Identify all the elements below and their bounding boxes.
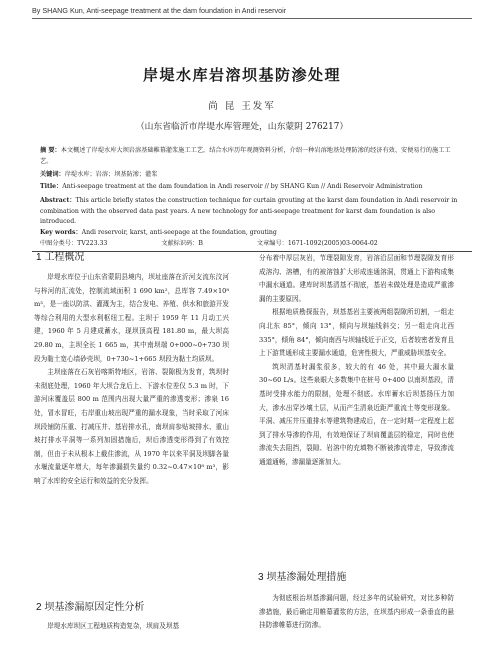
keywords-cn-label: 关键词： bbox=[40, 171, 65, 178]
abstract-en bbox=[40, 196, 458, 228]
keywords-cn bbox=[40, 170, 458, 181]
title-en-text: Anti-seepage treatment at the dam foundation in Andi reservoir // by SHANG Kun // Andi Reservoir Administration bbox=[62, 183, 423, 190]
affiliation: （山东省临沂市岸堤水库管理处，山东蒙阴 276217） bbox=[135, 122, 349, 132]
section-1-paragraph: 主坝座落在石灰岩喀斯特地区，岩溶、裂隙极为发育，筑坝时未彻底处理，1960 年大坝合龙后上、下游水位差仅 5.3 m 时，下游河床覆盖层 800 m 范围内出现大量严重的渗透变形；渗泉 16 处，冒水冒旺，右岸重山坡出现严重的漏水现象，当时采取了河床坝段铺防压重、打减压井、基岩排水孔，南坝肩参贴坡排水、重山坡打排水平洞等一系列加固措施后，坝后渗透变形得到了有效控制，但由于未从根本上截住渗流，从 1970 年以来平洞及坝脚各量水堰流量逐年增大，每年渗漏损失量约 0.32~0.47×10⁸ m³，影响了水库的安全运行和效益的充分发挥。 bbox=[34, 368, 229, 485]
abstract-cn bbox=[40, 146, 458, 167]
abstract-en-text: This article briefly states the construction technique for curtain grouting at the karst dam foundation in Andi reservoir in combination with the observed data past years. A new technology for anti-seepage treatment for karst dam foundation is also introduced. bbox=[40, 197, 458, 226]
section-2-paragraph: 岸堤水库坝区工程地质构造复杂，坝肩及坝基 bbox=[47, 622, 180, 630]
document-code: 文献标识码：B bbox=[161, 240, 203, 247]
running-head: By SHANG Kun, Anti-seepage treatment at the dam foundation in Andi reservoir bbox=[32, 6, 472, 19]
keywords-en-text: Andi reservoir, karst, anti-seepage at the foundation, grouting bbox=[81, 229, 277, 236]
section-1-heading: 1 工程概况 bbox=[36, 252, 85, 263]
title-en bbox=[40, 182, 458, 193]
clc-number: 中图分类号：TV223.33 bbox=[40, 240, 108, 247]
section-3-heading: 3 坝基渗漏处理措施 bbox=[258, 572, 347, 583]
section-1-body bbox=[34, 271, 229, 489]
section-2-body bbox=[34, 620, 229, 634]
section-3-paragraph: 为彻底根治坝基渗漏问题，经过多年的试验研究，对比多种防渗措施，最后确定用帷幕灌浆的方法，在坝基内形成一条垂直的悬挂防渗帷幕进行防渗。 bbox=[259, 594, 454, 630]
section-1-paragraph: 岸堤水库位于山东省蒙阴县境内，坝址座落在沂河支流东汶河与梓河的汇流处，控制流域面积 1 690 km²，总库容 7.49×10⁸ m³，是一座以防洪、灌溉为主，结合发电、养殖、供水和旅游开发等综合利用的大型水利枢纽工程。主坝于 1959 年 11 月动工兴建，1960 年 5 月建成蓄水，现坝顶高程 181.80 m，最大坝高 29.80 m，主坝全长 1 665 m，其中南坝端 0+000~0+730 坝段为黏土宽心墙砂壳坝，0+730~1+665 坝段为黏土均质坝。 bbox=[34, 273, 229, 363]
title-en-label: Title： bbox=[40, 183, 63, 190]
abstract-cn-text: 本文概述了岸堤水库大坝岩溶基础帷幕灌浆施工工艺，结合水库历年观测资料分析，介绍一种岩溶地基处理防渗的经济有效、安便易行的施工工艺。 bbox=[40, 147, 451, 165]
right-column-paragraph: 分布着中厚层灰岩，节理裂隙发育，岩溶沿层面和节理裂隙发育形成溶沟、溶槽，有的被溶蚀扩大形成连通溶洞，贯通上下游构成集中漏水通道。建库时坝基清基不彻底，基岩未做处理是造成严重渗漏的主要原因。 bbox=[259, 254, 454, 303]
section-2-heading: 2 坝基渗漏原因定性分析 bbox=[36, 602, 145, 613]
abstract-cn-label: 摘 要： bbox=[40, 147, 61, 154]
right-column-paragraph: 筑坝清基时漏浆很多，较大的有 46 处，其中最大漏水量 30~60 L/s。这些泉眼大多数集中在桩号 0+400 以南坝基段，清基时受排水能力的限制，处理不彻底。水库蓄水后坝基扬压力加大，渗水出穿沙壤土层，从而产生清泉近距严重流土等变形现象。平洞、减压井压重排水等建筑物建成后，在一定时期一定程度上起到了排水导渗的作用，有效地保证了坝肩覆盖层的稳定，同时也使渗流失去阻挡，裂隙、岩溶中的充填物不断被渗流带走，导致渗流通道通畅，渗漏量逐渐加大。 bbox=[259, 362, 454, 466]
abstract-en-label: Abstract： bbox=[40, 197, 76, 204]
section-3-body bbox=[259, 592, 454, 633]
classification-line bbox=[40, 239, 458, 250]
keywords-en bbox=[40, 228, 458, 239]
keywords-en-label: Key words： bbox=[40, 229, 82, 236]
keywords-cn-text: 岸堤水库；岩溶；坝基防渗；灌浆 bbox=[64, 171, 158, 178]
paper-title: 岸堤水库岩溶坝基防渗处理 bbox=[142, 66, 341, 84]
article-number: 文章编号：1671-1092(2005)03-0064-02 bbox=[256, 240, 378, 247]
authors: 尚 昆 王发军 bbox=[208, 101, 276, 112]
right-column-body bbox=[259, 252, 454, 470]
right-column-paragraph: 根据地质勘探报告，坝基基岩主要被两组裂隙所切割，一组走向北东 85°，倾向 13°，倾向与坝轴线斜交；另一组走向北西 335°，倾角 84°，倾向南西与坝轴线近于正交，后者较密者发育且上下游贯通形成主要漏水通道，危害性极大，严重威胁坝基安全。 bbox=[259, 308, 454, 358]
